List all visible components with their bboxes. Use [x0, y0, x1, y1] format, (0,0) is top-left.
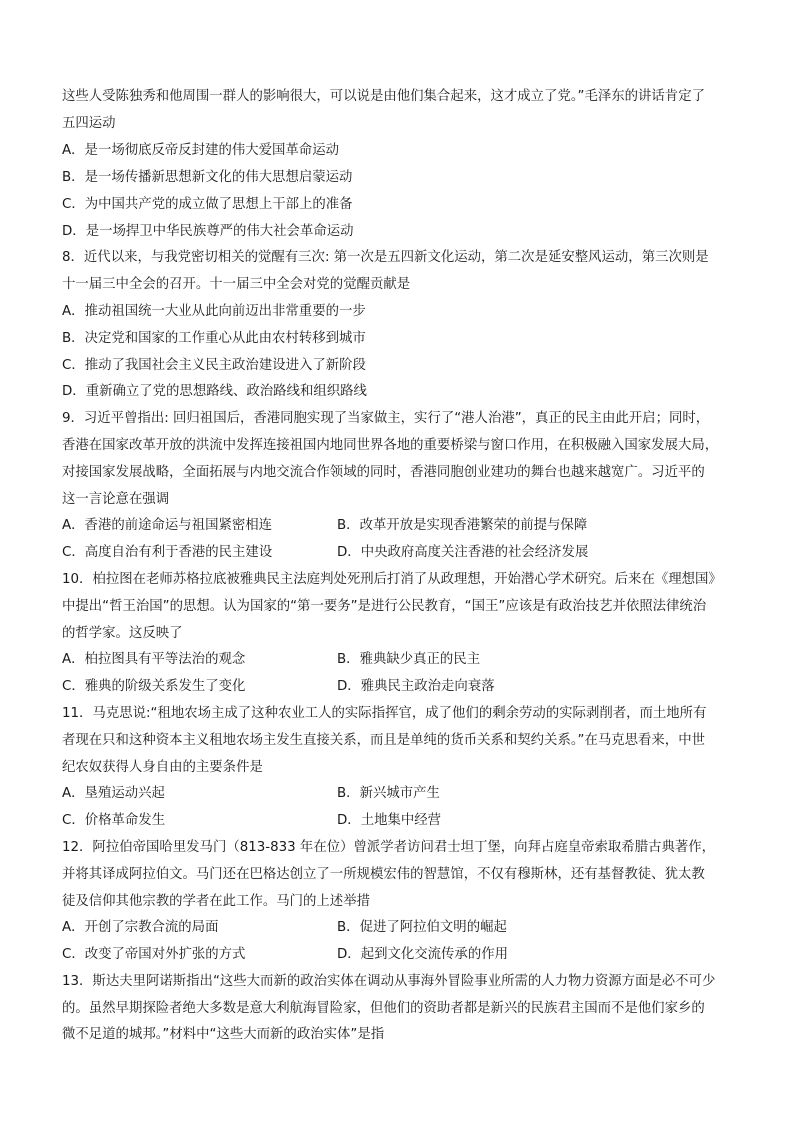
option-c: C．改变了帝国对外扩张的方式: [62, 947, 246, 962]
question-8-stem: 8．近代以来，与我党密切相关的觉醒有三次: 第一次是五四新文化运动，第二次是延安整风运动，第三次则是: [62, 250, 709, 265]
question-9-stem: 9．习近平曾指出: 回归祖国后，香港同胞实现了当家做主，实行了“港人治港”，真正的民主由此开启；同时，: [62, 411, 710, 426]
question-11-stem: 纪农奴获得人身自由的主要条件是: [62, 760, 263, 775]
option-c: C．推动了我国社会主义民主政治建设进入了新阶段: [62, 358, 366, 373]
option-a: A．是一场彻底反帝反封建的伟大爱国革命运动: [62, 143, 339, 158]
option-b: B．新兴城市产生: [337, 786, 440, 801]
question-10-stem: 10．柏拉图在老师苏格拉底被雅典民主法庭判处死刑后打消了从政理想，开始潜心学术研究。后来在《理想国》: [62, 572, 722, 587]
option-d: D．重新确立了党的思想路线、政治路线和组织路线: [62, 384, 367, 399]
option-d: D．土地集中经营: [337, 813, 442, 828]
option-b: B．决定党和国家的工作重心从此由农村转移到城市: [62, 331, 366, 346]
option-b: B．促进了阿拉伯文明的崛起: [337, 920, 507, 935]
option-a: A．香港的前途命运与祖国紧密相连: [62, 518, 273, 533]
question-13-stem: 13．斯达夫里阿诺斯指出“这些大而新的政治实体在调动从事海外冒险事业所需的人力物力资源方面是必不可少: [62, 974, 716, 989]
question-9-stem: 对接国家发展战略，全面拓展与内地交流合作领域的同时，香港同胞创业建功的舞台也越来越宽广。习近平的: [62, 465, 705, 480]
option-b: B．是一场传播新思想新文化的伟大思想启蒙运动: [62, 170, 353, 185]
question-13-stem: 微不足道的城邦。”材料中“这些大而新的政治实体”是指: [62, 1027, 385, 1042]
option-c: C．雅典的阶级关系发生了变化: [62, 679, 246, 694]
option-c: C．价格革命发生: [62, 813, 166, 828]
question-12-stem: 12．阿拉伯帝国哈里发马门（813-833 年在位）曾派学者访问君士坦丁堡，向拜占庭皇帝索取希腊古典著作，: [62, 840, 716, 855]
option-a: A．推动祖国统一大业从此向前迈出非常重要的一步: [62, 304, 366, 319]
question-11-stem: 者现在只和这种资本主义租地农场主发生直接关系，而且是单纯的货币关系和契约关系。”在马克思看来，中世: [62, 733, 705, 748]
text-line: 这些人受陈独秀和他周围一群人的影响很大，可以说是由他们集合起来，这才成立了党。”毛泽东的讲话肯定了: [62, 89, 705, 104]
option-d: D．是一场捍卫中华民族尊严的伟大社会革命运动: [62, 224, 354, 239]
text-line: 五四运动: [62, 116, 116, 131]
option-a: A．垦殖运动兴起: [62, 786, 165, 801]
question-9-stem: 这一言论意在强调: [62, 492, 170, 507]
question-10-stem: 的哲学家。这反映了: [62, 626, 183, 641]
option-d: D．中央政府高度关注香港的社会经济发展: [337, 545, 589, 560]
option-c: C．高度自治有利于香港的民主建设: [62, 545, 273, 560]
option-d: D．雅典民主政治走向衰落: [337, 679, 495, 694]
question-10-stem: 中提出“哲王治国”的思想。认为国家的“第一要务”是进行公民教育，“国王”应该是有政治技艺并依照法律统治: [62, 599, 707, 614]
option-b: B．改革开放是实现香港繁荣的前提与保障: [337, 518, 588, 533]
question-8-stem: 十一届三中全会的召开。十一届三中全会对党的觉醒贡献是: [62, 277, 411, 292]
option-a: A．柏拉图具有平等法治的观念: [62, 652, 246, 667]
option-c: C．为中国共产党的成立做了思想上干部上的准备: [62, 197, 353, 212]
option-d: D．起到文化交流传承的作用: [337, 947, 508, 962]
question-13-stem: 的。虽然早期探险者绝大多数是意大利航海冒险家，但他们的资助者都是新兴的民族君主国而不是他们家乡的: [62, 1001, 705, 1016]
question-12-stem: 并将其译成阿拉伯文。马门还在巴格达创立了一所规模宏伟的智慧馆，不仅有穆斯林，还有基督教徒、犹太教: [62, 867, 705, 882]
question-9-stem: 香港在国家改革开放的洪流中发挥连接祖国内地同世界各地的重要桥梁与窗口作用，在积极融入国家发展大局，: [62, 438, 719, 453]
question-12-stem: 徒及信仰其他宗教的学者在此工作。马门的上述举措: [62, 894, 370, 909]
question-11-stem: 11．马克思说:“租地农场主成了这种农业工人的实际指挥官，成了他们的剩余劳动的实际剥削者，而土地所有: [62, 706, 707, 721]
option-a: A．开创了宗教合流的局面: [62, 920, 219, 935]
option-b: B．雅典缺少真正的民主: [337, 652, 481, 667]
